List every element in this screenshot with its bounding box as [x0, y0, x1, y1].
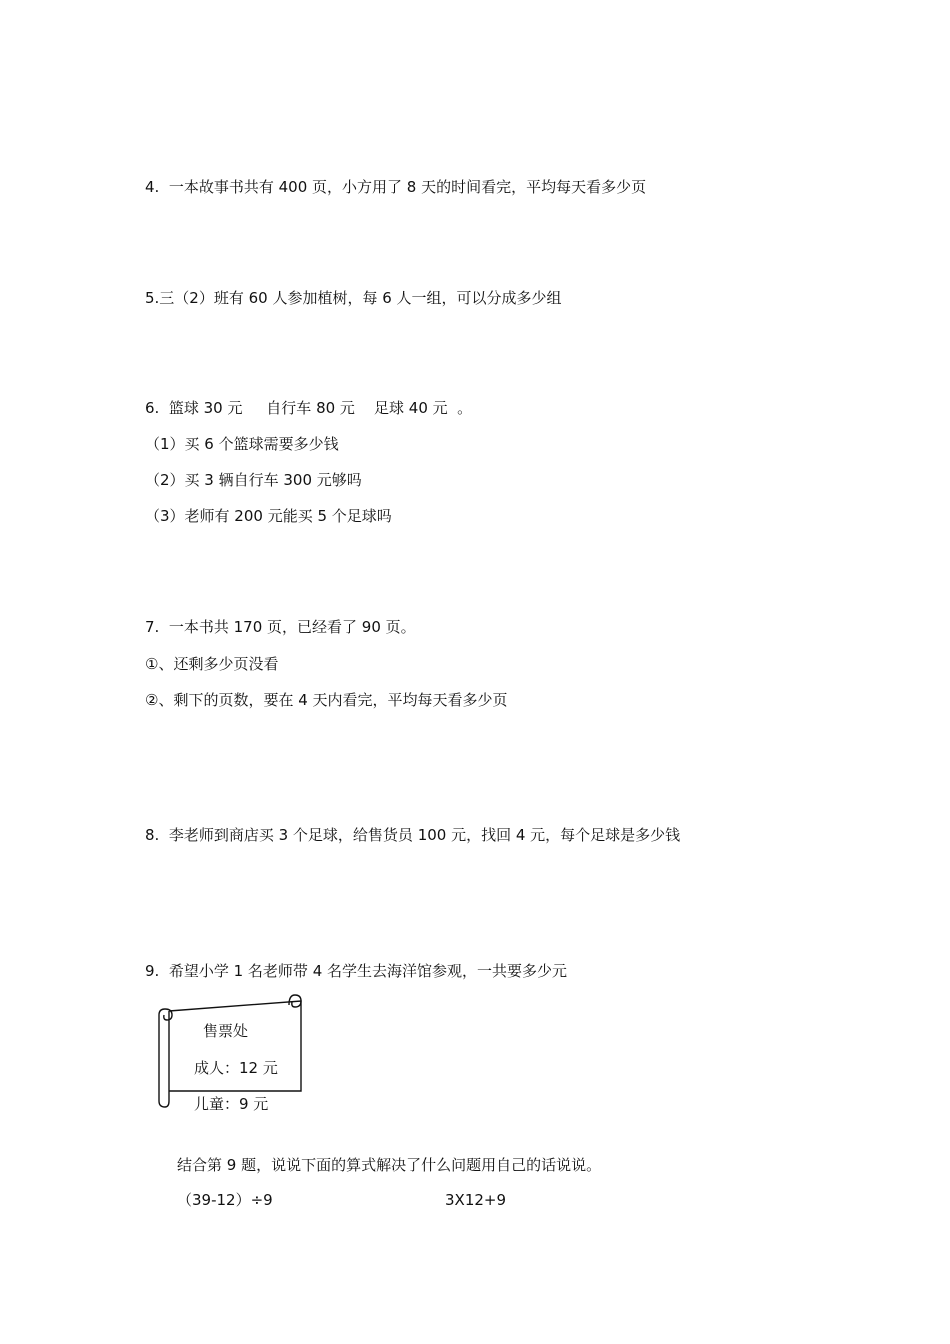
scroll-frame-graphic [155, 993, 307, 1108]
question-7-part-2: ②、剩下的页数，要在 4 天内看完，平均每天看多少页 [145, 691, 508, 709]
question-7-part-1: ①、还剩多少页没看 [145, 655, 279, 673]
sign-child-price: 儿童：9 元 [194, 1095, 269, 1113]
sign-adult-price: 成人：12 元 [194, 1059, 278, 1077]
question-8: 8. 李老师到商店买 3 个足球，给售货员 100 元，找回 4 元，每个足球是多少钱 [145, 826, 681, 844]
expression-1: （39-12）÷9 [177, 1191, 273, 1209]
question-9-followup: 结合第 9 题，说说下面的算式解决了什么问题用自己的话说说。 [177, 1156, 602, 1174]
question-4: 4. 一本故事书共有 400 页，小方用了 8 天的时间看完，平均每天看多少页 [145, 178, 647, 196]
ticket-office-scroll [155, 993, 307, 1113]
question-9: 9. 希望小学 1 名老师带 4 名学生去海洋馆参观，一共要多少元 [145, 962, 568, 980]
expression-2: 3X12+9 [445, 1191, 507, 1209]
question-6-part-3: （3）老师有 200 元能买 5 个足球吗 [145, 507, 392, 525]
question-6-part-2: （2）买 3 辆自行车 300 元够吗 [145, 471, 362, 489]
sign-title: 售票处 [203, 1022, 249, 1040]
question-6-part-1: （1）买 6 个篮球需要多少钱 [145, 435, 339, 453]
question-5: 5.三（2）班有 60 人参加植树，每 6 人一组，可以分成多少组 [145, 289, 562, 307]
question-6: 6. 篮球 30 元 自行车 80 元 足球 40 元 。 [145, 399, 473, 417]
question-7: 7. 一本书共 170 页，已经看了 90 页。 [145, 618, 416, 636]
